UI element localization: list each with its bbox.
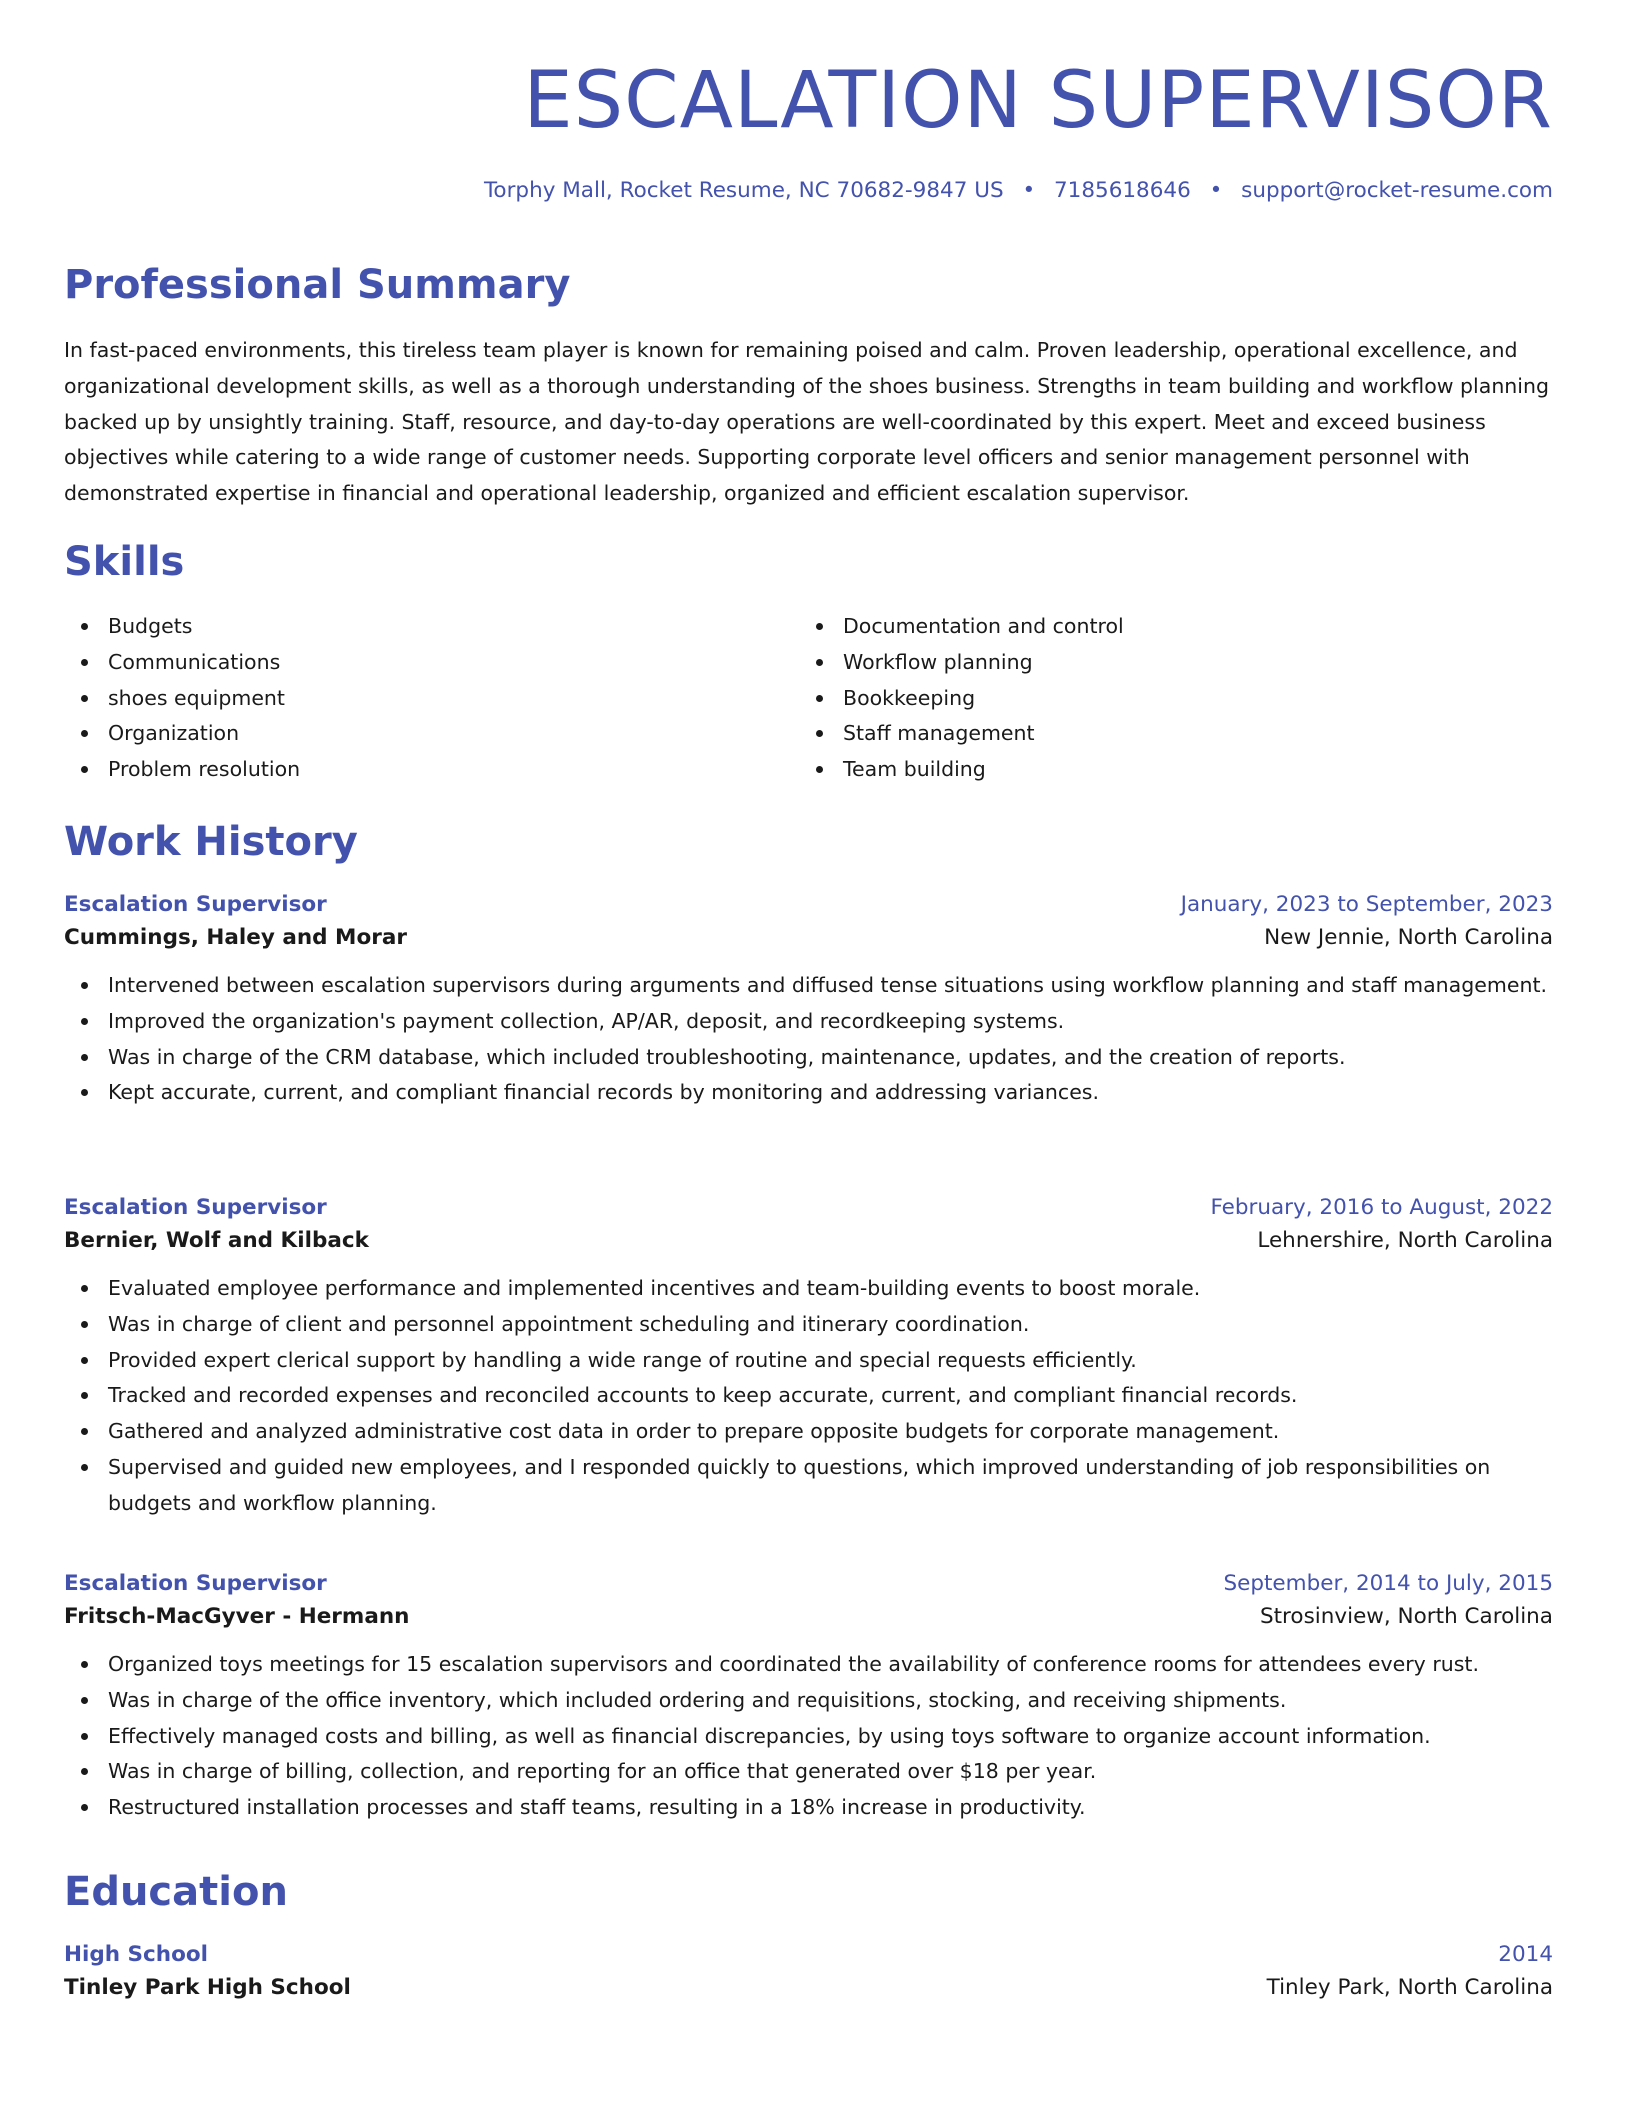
job-company: Bernier, Wolf and Kilback bbox=[64, 1228, 369, 1253]
job-bullet: Tracked and recorded expenses and reconciled accounts to keep accurate, current, and compliant financial records. bbox=[64, 1378, 1553, 1414]
education-heading: Education bbox=[64, 1869, 288, 1915]
education-entry bbox=[64, 1942, 1553, 2000]
job-bullet: Evaluated employee performance and implemented incentives and team-building events to boost morale. bbox=[64, 1271, 1553, 1307]
job-bullets bbox=[64, 1647, 1553, 1826]
skill-item: Documentation and control bbox=[799, 609, 1499, 645]
job-subheader bbox=[64, 1228, 1553, 1253]
job-bullet: Was in charge of billing, collection, and reporting for an office that generated over $18 per year. bbox=[64, 1754, 1553, 1790]
skill-item: Team building bbox=[799, 752, 1499, 788]
contact-phone: 7185618646 bbox=[1053, 178, 1191, 203]
education-year: 2014 bbox=[1498, 1942, 1553, 1967]
job-title: Escalation Supervisor bbox=[64, 892, 327, 917]
job-location: New Jennie, North Carolina bbox=[1264, 925, 1553, 950]
resume-name: ESCALATION SUPERVISOR bbox=[523, 56, 1553, 146]
job-bullet: Was in charge of the CRM database, which included troubleshooting, maintenance, updates, and the creation of reports. bbox=[64, 1040, 1553, 1076]
job-entry bbox=[64, 892, 1553, 1111]
job-bullet: Effectively managed costs and billing, as well as financial discrepancies, by using toys software to organize account information. bbox=[64, 1719, 1553, 1755]
job-bullet: Provided expert clerical support by handling a wide range of routine and special requests efficiently. bbox=[64, 1343, 1553, 1379]
skill-item: Communications bbox=[64, 645, 764, 681]
education-degree: High School bbox=[64, 1942, 208, 1967]
job-bullets bbox=[64, 1271, 1553, 1522]
job-bullet: Intervened between escalation supervisors during arguments and diffused tense situations using workflow planning and staff management. bbox=[64, 968, 1553, 1004]
resume-page bbox=[64, 0, 1553, 2000]
skills-list-right bbox=[799, 609, 1499, 788]
job-bullet: Was in charge of client and personnel appointment scheduling and itinerary coordination. bbox=[64, 1307, 1553, 1343]
job-company: Cummings, Haley and Morar bbox=[64, 925, 407, 950]
skill-item: Organization bbox=[64, 716, 764, 752]
skill-item: Bookkeeping bbox=[799, 681, 1499, 717]
job-dates: September, 2014 to July, 2015 bbox=[1223, 1571, 1553, 1596]
contact-email: support@rocket-resume.com bbox=[1241, 178, 1553, 203]
education-location: Tinley Park, North Carolina bbox=[1266, 1975, 1553, 2000]
job-bullet: Organized toys meetings for 15 escalation supervisors and coordinated the availability of conference rooms for attendees every rust. bbox=[64, 1647, 1553, 1683]
job-entry bbox=[64, 1571, 1553, 1826]
job-title: Escalation Supervisor bbox=[64, 1571, 327, 1596]
contact-address: Torphy Mall, Rocket Resume, NC 70682-9847 US bbox=[483, 178, 1004, 203]
job-title: Escalation Supervisor bbox=[64, 1195, 327, 1220]
skills-list-left bbox=[64, 609, 764, 788]
skill-item: shoes equipment bbox=[64, 681, 764, 717]
summary-text: In fast-paced environments, this tireless team player is known for remaining poised and calm. Proven leadership, operational excellence, and organizational development skills, as well as a thorough understanding of the shoes business. Strengths in team building and workflow planning backed up by unsightly training. Staff, resource, and day-to-day operations are well-coordinated by this expert. Meet and exceed business objectives while catering to a wide range of customer needs. Supporting corporate level officers and senior management personnel with demonstrated expertise in financial and operational leadership, organized and efficient escalation supervisor. bbox=[64, 338, 1549, 506]
job-bullet: Improved the organization's payment collection, AP/AR, deposit, and recordkeeping systems. bbox=[64, 1004, 1553, 1040]
job-bullet: Kept accurate, current, and compliant financial records by monitoring and addressing variances. bbox=[64, 1075, 1553, 1111]
skill-item: Problem resolution bbox=[64, 752, 764, 788]
work-history-heading: Work History bbox=[64, 819, 358, 865]
job-dates: January, 2023 to September, 2023 bbox=[1180, 892, 1553, 917]
job-header bbox=[64, 1195, 1553, 1220]
job-bullet: Was in charge of the office inventory, which included ordering and requisitions, stocking, and receiving shipments. bbox=[64, 1683, 1553, 1719]
job-header bbox=[64, 892, 1553, 917]
job-dates: February, 2016 to August, 2022 bbox=[1210, 1195, 1553, 1220]
education-header bbox=[64, 1942, 1553, 1967]
summary-heading: Professional Summary bbox=[64, 262, 571, 308]
job-bullets bbox=[64, 968, 1553, 1111]
job-header bbox=[64, 1571, 1553, 1596]
job-bullet: Restructured installation processes and staff teams, resulting in a 18% increase in productivity. bbox=[64, 1790, 1553, 1826]
education-subheader bbox=[64, 1975, 1553, 2000]
job-location: Strosinview, North Carolina bbox=[1259, 1604, 1553, 1629]
job-company: Fritsch-MacGyver - Hermann bbox=[64, 1604, 410, 1629]
job-bullet: Supervised and guided new employees, and I responded quickly to questions, which improved understanding of job responsibilities on budgets and workflow planning. bbox=[64, 1450, 1553, 1522]
skills-heading: Skills bbox=[64, 539, 185, 585]
education-school: Tinley Park High School bbox=[64, 1975, 351, 2000]
skill-item: Workflow planning bbox=[799, 645, 1499, 681]
job-entry bbox=[64, 1195, 1553, 1522]
contact-line bbox=[64, 178, 1553, 203]
job-bullet: Gathered and analyzed administrative cost data in order to prepare opposite budgets for corporate management. bbox=[64, 1414, 1553, 1450]
job-location: Lehnershire, North Carolina bbox=[1257, 1228, 1553, 1253]
skill-item: Budgets bbox=[64, 609, 764, 645]
skill-item: Staff management bbox=[799, 716, 1499, 752]
contact-separator: • bbox=[1022, 178, 1036, 203]
job-subheader bbox=[64, 925, 1553, 950]
job-subheader bbox=[64, 1604, 1553, 1629]
contact-separator: • bbox=[1209, 178, 1223, 203]
